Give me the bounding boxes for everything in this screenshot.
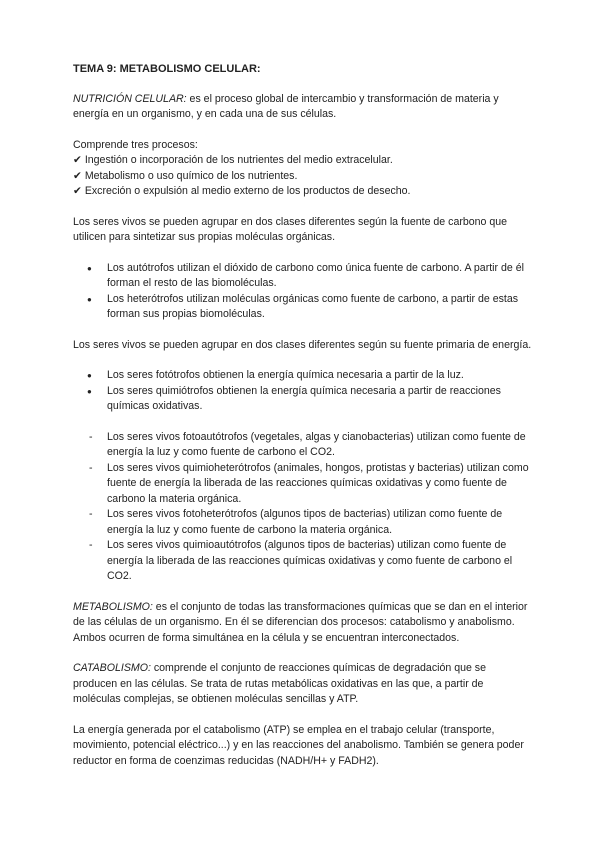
procesos-section	[73, 138, 533, 200]
proceso-item: ✔ Metabolismo o uso químico de los nutrientes.	[73, 169, 298, 182]
list-item: - Los seres vivos quimioautótrofos (algunos tipos de bacterias) utilizan como fuente de energía la liberada de las reacciones químicas oxidativas y como fuente de carbono el CO2.	[73, 538, 533, 585]
procesos-intro: Comprende tres procesos:	[73, 138, 198, 151]
list-item: ● Los autótrofos utilizan el dióxido de carbono como única fuente de carbono. A partir de él forman el resto de las biomoléculas.	[73, 261, 533, 292]
catabolismo-text: comprende el conjunto de reacciones químicas de degradación que se producen en las células. Se trata de rutas metabólicas oxidativas en las que, a partir de moléculas complejas, se obtienen moléculas sencillas y ATP.	[73, 662, 487, 705]
catabolismo-paragraph	[73, 661, 533, 708]
nutricion-paragraph	[73, 92, 533, 123]
energia-intro: Los seres vivos se pueden agrupar en dos clases diferentes según su fuente primaria de energía.	[73, 338, 532, 351]
metabolismo-term: METABOLISMO:	[73, 600, 153, 613]
tipos-list	[73, 430, 533, 585]
document-page	[73, 62, 533, 784]
energia-atp-paragraph: La energía generada por el catabolismo (ATP) se emplea en el trabajo celular (transporte, movimiento, potencial eléctrico...) y en las reacciones del anabolismo. También se genera poder reductor en forma de coenzimas reducidas (NADH/H+ y FADH2).	[73, 723, 524, 767]
catabolismo-term: CATABOLISMO:	[73, 662, 151, 674]
list-item: - Los seres vivos fotoautótrofos (vegetales, algas y cianobacterias) utilizan como fuente de energía la luz y como fuente de carbono el CO2.	[73, 430, 533, 461]
list-item: - Los seres vivos quimioheterótrofos (animales, hongos, protistas y bacterias) utilizan como fuente de energía la liberada de las reacciones químicas oxidativas y como fuente de carbono la materia orgánica.	[73, 461, 533, 508]
energia-list	[73, 368, 533, 415]
carbono-list	[73, 261, 533, 323]
metabolismo-text: es el conjunto de todas las transformaciones químicas que se dan en el interior de las células de un organismo. En él se diferencian dos procesos: catabolismo y anabolismo. Ambos ocurren de forma simultánea en la célula y se encuentran interconectados.	[73, 600, 528, 644]
nutricion-term: NUTRICIÓN CELULAR:	[73, 92, 187, 105]
metabolismo-paragraph	[73, 600, 533, 647]
carbono-intro: Los seres vivos se pueden agrupar en dos clases diferentes según la fuente de carbono que utilicen para sintetizar sus propias moléculas orgánicas.	[73, 215, 508, 243]
list-item: - Los seres vivos fotoheterótrofos (algunos tipos de bacterias) utilizan como fuente de energía la luz y como fuente de carbono la materia orgánica.	[73, 507, 533, 538]
proceso-item: ✔ Ingestión o incorporación de los nutrientes del medio extracelular.	[73, 154, 393, 166]
page-title: TEMA 9: METABOLISMO CELULAR:	[73, 63, 261, 75]
list-item: ● Los heterótrofos utilizan moléculas orgánicas como fuente de carbono, a partir de estas forman sus propias biomoléculas.	[73, 292, 533, 323]
list-item: ● Los seres quimiótrofos obtienen la energía química necesaria a partir de reacciones químicas oxidativas.	[73, 384, 533, 415]
nutricion-text: es el proceso global de intercambio y transformación de materia y energía en un organismo, y en cada una de sus células.	[73, 92, 499, 120]
proceso-item: ✔ Excreción o expulsión al medio externo de los productos de desecho.	[73, 185, 411, 197]
list-item: ● Los seres fotótrofos obtienen la energía química necesaria a partir de la luz.	[73, 368, 533, 384]
